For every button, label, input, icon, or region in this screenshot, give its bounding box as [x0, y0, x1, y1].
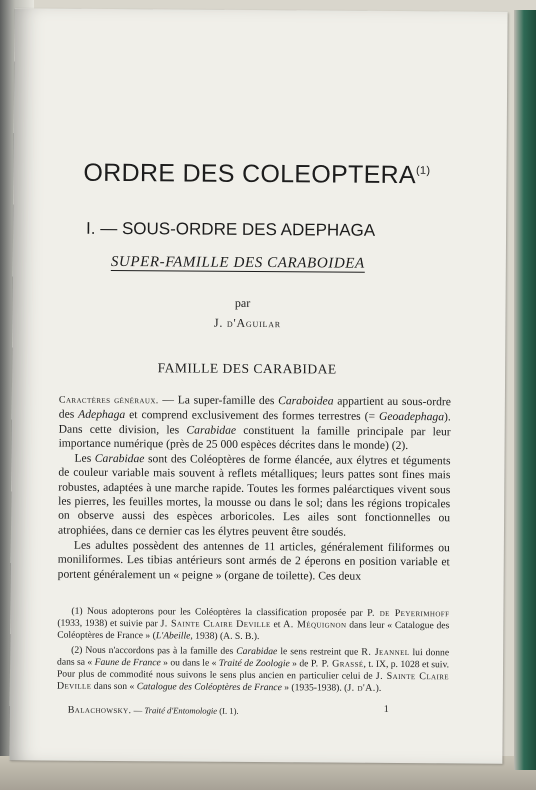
text-run: sont des Coléoptères de forme élancée, aux élytres et téguments de couleur variable mais souvent à reflets métalliques; leurs pattes sont fines mais robustes, adaptées à une marche rapide. Toutes les formes paléarctiques vivent sous les pierres, les feuilles mortes, la mousse ou dans le sol; dans les régions tropicales on observe aussi des espèces arboricoles. Les ailes sont fonctionnelles ou atrophiées, dans ce dernier cas les élytres peuvent être soudés.	[57, 452, 451, 539]
paragraph-morphology	[58, 452, 451, 541]
text-run: ).	[375, 682, 382, 694]
footer-author: Balachowsky.	[67, 704, 132, 717]
taxon-name: Caraboidea	[278, 394, 334, 408]
text-run: » (1935-1938). (	[281, 682, 348, 694]
author-ref: J. d'A.	[347, 682, 376, 694]
taxon-name: Adephaga	[78, 408, 126, 422]
paragraph-characteristics	[59, 393, 451, 454]
footer-book-title: Traité d'Entomologie	[144, 705, 218, 716]
family-heading: FAMILLE DES CARABIDAE	[157, 360, 337, 377]
text-run: appartient au sous-ordre des	[58, 394, 451, 422]
footnote-2	[57, 645, 449, 696]
book-page	[9, 8, 507, 763]
author-ref: R. Jeannel	[361, 646, 410, 659]
text-run: Les	[74, 451, 95, 466]
taxon-name: Carabidae	[236, 645, 278, 658]
text-run: lui donne dans sa «	[57, 647, 450, 668]
byline-par: par	[234, 295, 251, 310]
author-name: J. d'Aguilar	[213, 315, 282, 331]
running-footer	[68, 705, 288, 718]
order-title	[83, 158, 431, 190]
text-run: et	[270, 619, 284, 631]
text-run: le sens restreint que	[277, 646, 362, 658]
text-run: » ou dans le «	[160, 657, 219, 669]
footnotes	[57, 606, 450, 699]
text-run: (1933, 1938) et suivie par	[57, 617, 161, 630]
text-run: , 1938) (A. S. B.).	[190, 630, 260, 643]
author-ref: J. Sainte Claire Deville	[56, 670, 450, 692]
page-number: 1	[383, 703, 389, 715]
body-text	[58, 393, 451, 585]
text-run: (1) Nous adopterons pour les Coléoptères la classification proposée par	[71, 605, 368, 619]
order-title-text: ORDRE DES COLEOPTERA	[83, 158, 417, 190]
text-run: (I. 1).	[217, 705, 239, 716]
text-run: » de	[289, 658, 311, 670]
paragraph-adults: Les adultes possèdent des antennes de 11 articles, généralement filiformes ou moniliformes. Les tibias antérieurs sont armés de 2 éperons en position variable et portent généralement un « peigne » (organe de toilette). Ces deux	[57, 538, 450, 583]
text-run: —	[131, 705, 145, 716]
publication-title: L'Abeille	[155, 630, 191, 642]
book-cover-edge	[514, 10, 536, 770]
text-run: ). Dans cette division, les	[58, 410, 451, 437]
publication-title: Faune de France	[94, 656, 161, 669]
author-ref: A. Méquignon	[283, 619, 347, 631]
taxon-name: Carabidae	[94, 452, 145, 466]
text-run: et comprend exclusivement des formes terrestres (=	[125, 408, 380, 424]
taxon-name: Carabidae	[186, 423, 237, 437]
footnote-1	[57, 606, 449, 645]
text-run: dans leur « Catalogue des Coléoptères de France » (	[57, 619, 450, 642]
publication-title: Catalogue des Coléoptères de France	[136, 681, 282, 694]
superfamily-title: SUPER-FAMILLE DES CARABOIDEA	[110, 253, 365, 272]
author-ref: P. P. Grassé	[310, 658, 364, 670]
text-run: (2) Nous n'accordons pas à la famille des	[71, 644, 237, 657]
order-title-footnote-marker: (1)	[415, 164, 431, 177]
taxon-name: Geoadephaga	[378, 410, 445, 424]
author-ref: P. de Peyerimhoff	[367, 607, 450, 620]
section-lead: Caractères généraux.	[58, 394, 159, 407]
publication-title: Traité de Zoologie	[218, 657, 290, 670]
text-run: — La super-famille des	[158, 393, 279, 408]
text-run: dans son «	[91, 680, 137, 693]
text-run: , t. IX, p. 1028 et suiv. Pour plus de commodité nous suivons le sens plus ancien en particulier celui de	[56, 658, 450, 682]
suborder-title: I. — SOUS-ORDRE DES ADEPHAGA	[86, 218, 376, 240]
author-ref: J. Sainte Claire Deville	[160, 618, 271, 631]
text-run: constituent la famille principale par leur importance numérique (près de 25 000 espèces décrites dans le monde) (2).	[58, 423, 451, 452]
